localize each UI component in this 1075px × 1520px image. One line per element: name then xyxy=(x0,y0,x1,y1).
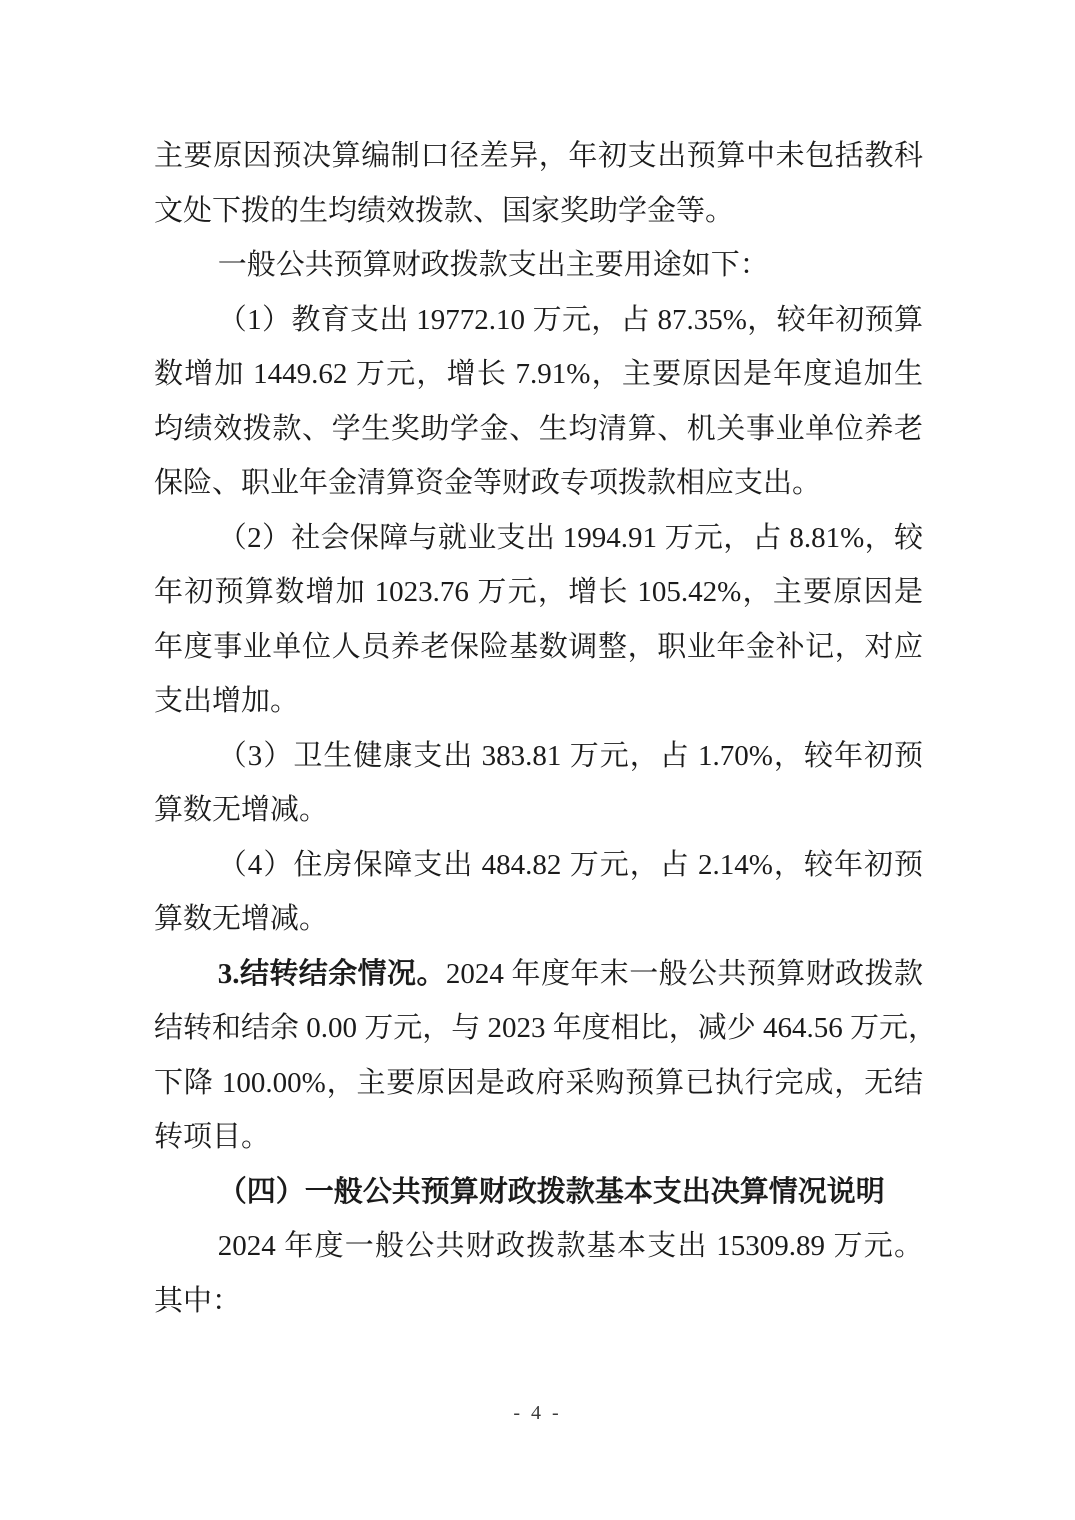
text-line xyxy=(154,129,923,184)
text-run: 文处下拨的生均绩效拨款、国家奖助学金等。 xyxy=(154,194,735,227)
text-line xyxy=(154,1274,923,1329)
text-line xyxy=(154,1056,923,1111)
text-line xyxy=(154,1219,923,1274)
text-run: （4）住房保障支出 484.82 万元，占 2.14%，较年初预 xyxy=(217,848,923,881)
text-line xyxy=(154,947,923,1002)
text-run: （3）卫生健康支出 383.81 万元，占 1.70%，较年初预 xyxy=(217,739,923,772)
text-run: 2024 年度一般公共财政拨款基本支出 15309.89 万元。 xyxy=(217,1230,923,1262)
para-basic-expenditure-total xyxy=(154,1219,923,1328)
para-item-1-education xyxy=(154,293,923,511)
text-run: 转项目。 xyxy=(154,1121,271,1153)
text-line xyxy=(154,238,923,293)
text-line xyxy=(154,402,923,457)
heading-section-4-basic-expenditure xyxy=(154,1165,923,1220)
text-run: 结转和结余 0.00 万元，与 2023 年度相比，减少 464.56 万元， xyxy=(154,1012,938,1044)
text-line xyxy=(154,565,923,620)
para-item-2-social-security-employment xyxy=(154,511,923,729)
bold-text-run: （四）一般公共预算财政拨款基本支出决算情况说明 xyxy=(217,1175,885,1208)
document-body xyxy=(154,129,938,1328)
text-run: 2024 年度年末一般公共预算财政拨款 xyxy=(445,957,923,990)
text-run: 数增加 1449.62 万元，增长 7.91%，主要原因是年度追加生 xyxy=(154,358,923,390)
text-run: 保险、职业年金清算资金等财政专项拨款相应支出。 xyxy=(154,467,822,499)
text-line xyxy=(154,347,923,402)
text-run: 支出增加。 xyxy=(154,685,300,717)
text-line xyxy=(154,674,923,729)
text-line xyxy=(154,1001,938,1056)
text-line xyxy=(154,293,923,348)
text-run: （2）社会保障与就业支出 1994.91 万元，占 8.81%，较 xyxy=(217,521,923,554)
text-line xyxy=(154,1165,923,1220)
para-item-4-housing xyxy=(154,838,923,947)
para-reason-caliber-difference xyxy=(154,129,923,238)
text-run: 主要原因预决算编制口径差异，年初支出预算中未包括教科 xyxy=(154,140,923,172)
text-line xyxy=(154,892,923,947)
text-run: 年度事业单位人员养老保险基数调整，职业年金补记，对应 xyxy=(154,630,923,663)
text-line xyxy=(154,1110,923,1165)
text-line xyxy=(154,729,923,784)
text-line xyxy=(154,456,923,511)
para-carryover-balance xyxy=(154,947,938,1165)
text-run: 下降 100.00%，主要原因是政府采购预算已执行完成，无结 xyxy=(154,1066,923,1099)
text-line xyxy=(154,511,923,566)
para-item-3-health xyxy=(154,729,923,838)
text-run: （1）教育支出 19772.10 万元，占 87.35%，较年初预算 xyxy=(217,303,923,336)
para-usage-intro xyxy=(154,238,923,293)
bold-text-run: 3.结转结余情况。 xyxy=(217,957,446,990)
text-line xyxy=(154,838,923,893)
text-line xyxy=(154,184,923,239)
text-run: 算数无增减。 xyxy=(154,903,329,935)
text-run: 算数无增减。 xyxy=(154,794,329,826)
text-line xyxy=(154,620,923,675)
text-run: 年初预算数增加 1023.76 万元，增长 105.42%，主要原因是 xyxy=(154,576,923,608)
page-number: - 4 - xyxy=(513,1402,562,1424)
text-run: 一般公共预算财政拨款支出主要用途如下： xyxy=(217,249,769,281)
text-run: 均绩效拨款、学生奖助学金、生均清算、机关事业单位养老 xyxy=(154,412,923,445)
text-line xyxy=(154,783,923,838)
text-run: 其中： xyxy=(154,1284,242,1317)
